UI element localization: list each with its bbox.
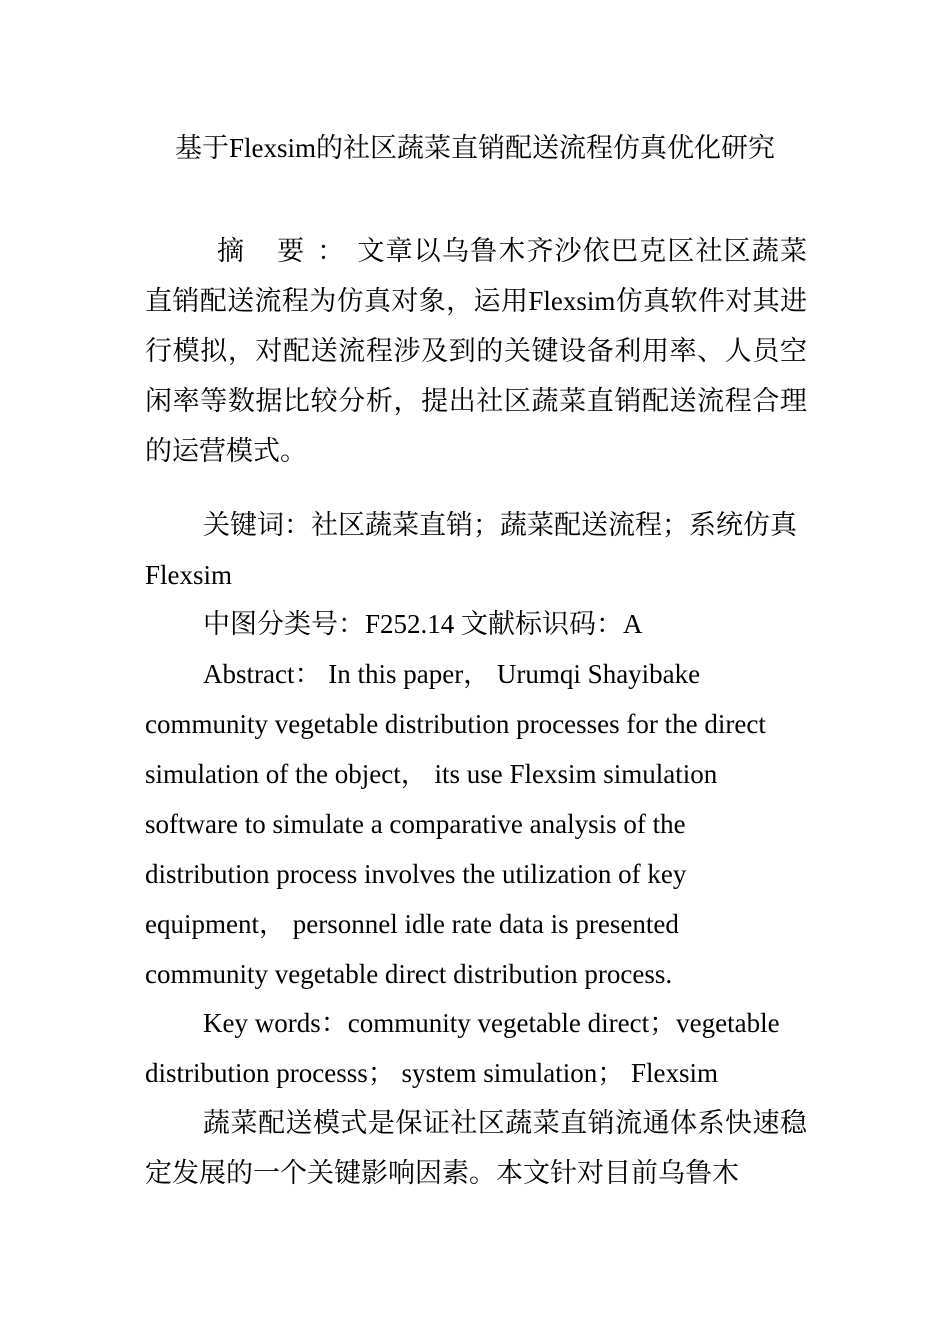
intro-paragraph: 蔬菜配送模式是保证社区蔬菜直销流通体系快速稳定发展的一个关键影响因素。本文针对目前乌鲁木 [145,1108,807,1188]
english-abstract-text: In this paper， Urumqi Shayibake community vegetable distribution processes for the direct simulation of the object， its use Flexsim simulation software to simulate a comparative analysis of the distribution process involves the utilization of key equipment， personnel idle rate data is presented community vegetable direct distribution process. [145,659,766,989]
english-keywords-label: Key words： [203,1008,348,1038]
classification-line: 中图分类号：F252.14 文献标识码：A [203,609,643,639]
english-abstract-label: Abstract： [203,659,322,689]
chinese-abstract-text: 文章以乌鲁木齐沙依巴克区社区蔬菜直销配送流程为仿真对象，运用Flexsim仿真软件对其进行模拟，对配送流程涉及到的关键设备利用率、人员空闲率等数据比较分析，提出社区蔬菜直销配送流程合理的运营模式。 [145,236,808,466]
english-keywords [145,998,807,1098]
chinese-abstract [145,226,807,476]
chinese-keywords [145,500,807,600]
chinese-abstract-label: 摘 要： [217,236,358,266]
english-abstract [145,649,807,999]
paper-title: 基于Flexsim的社区蔬菜直销配送流程仿真优化研究 [174,133,775,163]
english-keywords-text: community vegetable direct；vegetable distribution processs； system simulation； Flexsim [145,1008,780,1088]
chinese-keywords-label: 关键词： [203,510,311,540]
chinese-keywords-text: 社区蔬菜直销；蔬菜配送流程；系统仿真 Flexsim [145,510,797,590]
